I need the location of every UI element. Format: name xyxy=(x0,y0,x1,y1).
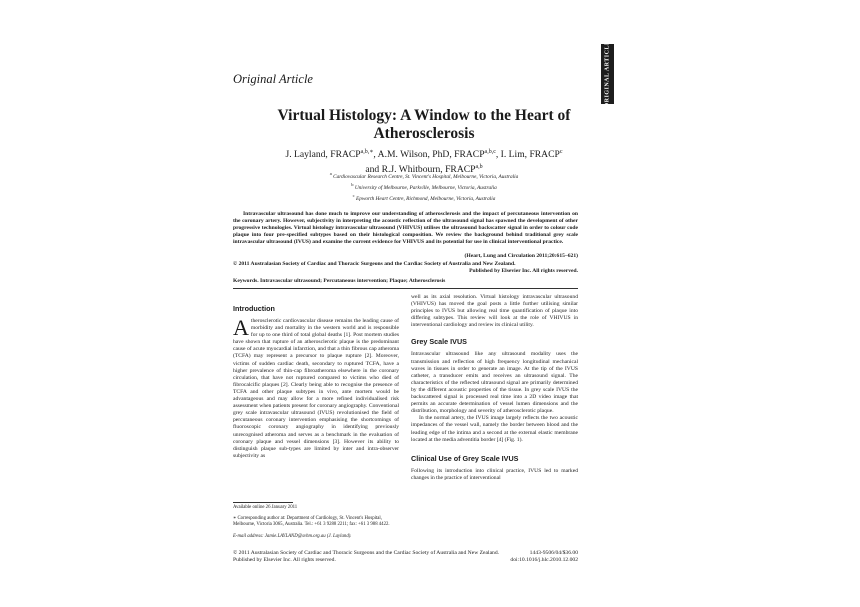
footnote-divider xyxy=(233,502,293,503)
footnote-email: E-mail address: Jamie.LAYLAND@svhm.org.au (J. Layland). xyxy=(233,534,352,539)
author-affiliation-marks: a,b,c xyxy=(484,149,496,155)
author-affiliation-marks: a,b,∗ xyxy=(360,149,374,155)
section-heading-grey-scale-ivus: Grey Scale IVUS xyxy=(411,337,467,347)
author-affiliation-marks: a,b xyxy=(475,164,483,171)
footnote-available-online: Available online 26 January 2011 xyxy=(233,505,298,510)
abstract: Intravascular ultrasound has done much to improve our understanding of atherosclerosis and the impact of percutaneous intervention on the coronary artery. However, subjectivity in interpreting the acoustic reflection of the ultrasound signal has spawned the development of other progressive technologies. Virtual histology intravascular ultrasound (VHIVUS) utilises the ultrasound backscatter signal in order to colour code plaque into four pre-specified subtypes based on their histological composition. We review the background behind traditional grey scale intravascular ultrasound (IVUS) and examine the current evidence for VHIVUS and its potential for use in clinical interventional practice. xyxy=(233,211,578,246)
clinical-use-paragraph: Following its introduction into clinical practice, IVUS led to marked changes in the practice of interventional xyxy=(411,467,578,481)
section-heading-introduction: Introduction xyxy=(233,304,275,313)
title-line-1: Virtual Histology: A Window to the Heart of xyxy=(277,107,571,124)
footer-copyright: © 2011 Australasian Society of Cardiac and Thoracic Surgeons and the Cardiac Society of Australia and New Zealand. Published by Elsevier Inc. All rights reserved. xyxy=(233,550,500,563)
affiliation-line: $^a$ Cardiovascular Research Centre, St. Vincent's Hospital, Melbourne, Victoria, Australia xyxy=(329,171,519,180)
affiliation-line: $^b$ University of Melbourne, Parkville, Melbourne, Victoria, Australia xyxy=(351,181,497,191)
affiliation-line: $^c$ Epworth Heart Centre, Richmond, Melbourne, Victoria, Australia xyxy=(352,192,496,202)
intro-paragraph: Atherosclerotic cardiovascular disease remains the leading cause of morbidity and mortality in the western world and is responsible for up to one third of total global deaths [1]. Post mortem studies have shown that rupture of an atherosclerotic plaque is the predominant cause of acute myocardial infarction, and that a thin fibrous cap atheroma (TCFA) may represent a precursor to plaque rupture [2]. Moreover, victims of sudden cardiac death, secondary to ruptured TCFA, have a higher prevalence of thin-cap fibroatheroma elsewhere in the coronary circulation, that have not ruptured compared to victims who died of fibrocalcific plaques [2]. Clearly being able to recognise the presence of TCFA and other plaque subtypes in vivo, ante mortem would be advantageous and may allow for a more refined individualised risk assessment when patients present for coronary angiography. Conventional grey scale intravascular ultrasound (IVUS) revolutionised the field of percutaneous coronary intervention emphasising the shortcomings of fluoroscopic coronary angiography in identifying previously unrecognised atheroma and serves as a benchmark in the evaluation of coronary plaque and vessel dimensions [3]. However its ability to distinguish plaque sub-types are limited by inter and intra-observer subjectivity as xyxy=(233,315,399,459)
author-name: A.M. Wilson, PhD, FRACP xyxy=(377,149,485,161)
continued-paragraph: well as its axial resolution. Virtual histology intravascular ultrasound (VHIVUS) has moved the goal posts a little further utilising similar principles to IVUS but allowing real time quantification of plaque into differing subtypes. This review will look at the role of VHIVUS in interventional cardiology and review its clinical utility. xyxy=(411,294,578,329)
section-heading-clinical-use: Clinical Use of Grey Scale IVUS xyxy=(411,453,519,463)
author-name: and R.J. Whitbourn, FRACP xyxy=(365,164,476,176)
article-title xyxy=(232,107,616,143)
left-column xyxy=(233,304,399,460)
author-name: J. Layland, FRACP xyxy=(285,149,361,161)
right-column xyxy=(411,294,578,482)
copyright-line-2: Published by Elsevier Inc. All rights reserved. xyxy=(469,268,578,275)
keywords-divider xyxy=(233,288,578,289)
footnote-corresponding-author: ∗ Corresponding author at: Department of Cardiology, St. Vincent's Hospital, Melbourne, Victoria 3065, Australia. Tel.: +61 3 9288 2211; fax: +61 3 988 4422. xyxy=(233,516,390,527)
author-list: J. Layland, $FRACP^{a,b,∗}$, A.M. Wilson, PhD, FRACP$^{a,b,c}$, I. Lim, FRACP$^c$ and R.J. Whitbourn, FRACP$^{a,b}$ xyxy=(285,149,563,176)
author-name: I. Lim, FRACP xyxy=(500,149,560,161)
copyright-line-1: © 2011 Australasian Society of Cardiac and Thoracic Surgeons and the Cardiac Society of Australia and New Zealand. xyxy=(233,261,516,267)
citation: (Heart, Lung and Circulation 2011;20:615–621) xyxy=(464,253,578,259)
normal-artery-paragraph: In the normal artery, the IVUS image largely reflects the two acoustic impedances of the vessel wall, namely the border between blood and the leading edge of the intima and a second at the external elastic membrane located at the media adventitia border [4] (Fig. 1). xyxy=(411,415,578,443)
footer-identifiers xyxy=(488,550,578,564)
footer-issn: 1443-9506/04/$36.00 xyxy=(529,550,578,556)
grey-scale-paragraph: Intravascular ultrasound like any ultrasound modality uses the transmission and reflection of high frequency longitudinal mechanical waves in tissues in order to generate an image. At the tip of the IVUS catheter, a transducer emits and receives an ultrasound signal. The characteristics of the reflected ultrasound signal are primarily determined by the different acoustic properties of the tissue. In grey scale IVUS the backscattered signal is processed real time into a 2D video image that permits an accurate determination of vessel lumen dimensions and the distribution, morphology and severity of atherosclerotic plaque. xyxy=(411,351,578,415)
abstract-copyright xyxy=(233,261,578,275)
title-line-2: Atherosclerosis xyxy=(373,125,475,142)
keywords: Keywords. Intravascular ultrasound; Percutaneous intervention; Plaque; Atherosclerosis xyxy=(233,278,446,284)
side-tab-original-article xyxy=(601,40,614,108)
section-label: Original Article xyxy=(233,72,313,86)
affiliations xyxy=(232,170,616,202)
side-tab-label: ORIGINAL ARTICLE xyxy=(604,40,611,108)
footer-doi: doi:10.1016/j.hlc.2010.12.002 xyxy=(510,557,578,563)
author-affiliation-marks: c xyxy=(559,149,563,155)
drop-cap: A xyxy=(233,315,249,340)
